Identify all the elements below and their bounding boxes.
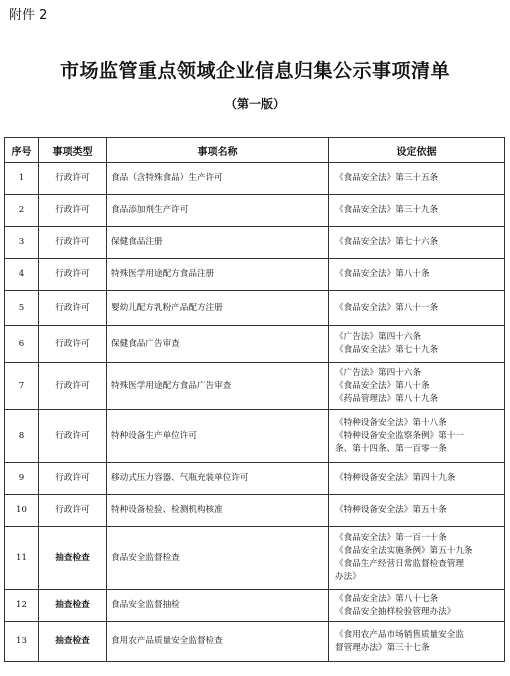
row-type: 行政许可 xyxy=(39,363,107,410)
row-number: 9 xyxy=(5,463,39,495)
row-type: 行政许可 xyxy=(39,463,107,495)
row-basis: 《食品安全法》第一百一十条 《食品安全法实施条例》第五十九条 《食品生产经营日常监督检查管理 办法》 xyxy=(329,527,505,590)
row-basis: 《食品安全法》第三十九条 xyxy=(329,195,505,227)
table-row xyxy=(5,259,505,291)
row-type: 行政许可 xyxy=(39,259,107,291)
row-name: 特种设备检验、检测机构核准 xyxy=(107,495,329,527)
row-name: 保健食品注册 xyxy=(107,227,329,259)
row-number: 3 xyxy=(5,227,39,259)
row-number: 10 xyxy=(5,495,39,527)
row-type: 行政许可 xyxy=(39,410,107,463)
table-row xyxy=(5,163,505,195)
table-row xyxy=(5,622,505,662)
table-row xyxy=(5,527,505,590)
row-basis: 《食用农产品市场销售质量安全监 督管理办法》第三十七条 xyxy=(329,622,505,662)
page-subtitle: （第一版） xyxy=(224,97,285,111)
row-basis: 《特种设备安全法》第五十条 xyxy=(329,495,505,527)
row-number: 1 xyxy=(5,163,39,195)
table-row xyxy=(5,227,505,259)
table-row xyxy=(5,291,505,326)
col-header-type: 事项类型 xyxy=(39,138,107,163)
table-row xyxy=(5,326,505,363)
row-basis: 《食品安全法》第七十六条 xyxy=(329,227,505,259)
row-number: 2 xyxy=(5,195,39,227)
row-name: 保健食品广告审查 xyxy=(107,326,329,363)
row-basis: 《广告法》第四十六条 《食品安全法》第七十九条 xyxy=(329,326,505,363)
row-name: 食品（含特殊食品）生产许可 xyxy=(107,163,329,195)
row-number: 5 xyxy=(5,291,39,326)
row-name: 食用农产品质量安全监督检查 xyxy=(107,622,329,662)
row-name: 食品添加剂生产许可 xyxy=(107,195,329,227)
table-row xyxy=(5,195,505,227)
row-number: 8 xyxy=(5,410,39,463)
table-row xyxy=(5,363,505,410)
row-type: 行政许可 xyxy=(39,227,107,259)
col-header-no: 序号 xyxy=(5,138,39,163)
table-row xyxy=(5,410,505,463)
row-name: 特殊医学用途配方食品注册 xyxy=(107,259,329,291)
row-basis: 《食品安全法》第八十一条 xyxy=(329,291,505,326)
row-name: 移动式压力容器、气瓶充装单位许可 xyxy=(107,463,329,495)
table-row xyxy=(5,495,505,527)
row-basis: 《食品安全法》第三十五条 xyxy=(329,163,505,195)
row-type: 抽查检查 xyxy=(39,622,107,662)
page-title: 市场监管重点领域企业信息归集公示事项清单 xyxy=(59,60,450,82)
row-type: 行政许可 xyxy=(39,195,107,227)
row-number: 4 xyxy=(5,259,39,291)
row-name: 特种设备生产单位许可 xyxy=(107,410,329,463)
row-name: 特殊医学用途配方食品广告审查 xyxy=(107,363,329,410)
row-basis: 《食品安全法》第八十七条 《食品安全抽样检验管理办法》 xyxy=(329,590,505,622)
row-basis: 《广告法》第四十六条 《食品安全法》第八十条 《药品管理法》第八十九条 xyxy=(329,363,505,410)
row-type: 行政许可 xyxy=(39,326,107,363)
table-header-row xyxy=(5,138,505,163)
row-type: 行政许可 xyxy=(39,163,107,195)
col-header-basis: 设定依据 xyxy=(329,138,505,163)
row-type: 行政许可 xyxy=(39,495,107,527)
row-type: 抽查检查 xyxy=(39,527,107,590)
table-row xyxy=(5,463,505,495)
row-name: 婴幼儿配方乳粉产品配方注册 xyxy=(107,291,329,326)
row-number: 12 xyxy=(5,590,39,622)
row-basis: 《特种设备安全法》第四十九条 xyxy=(329,463,505,495)
table-row xyxy=(5,590,505,622)
row-basis: 《食品安全法》第八十条 xyxy=(329,259,505,291)
row-type: 抽查检查 xyxy=(39,590,107,622)
items-table xyxy=(4,137,505,662)
row-number: 7 xyxy=(5,363,39,410)
col-header-name: 事项名称 xyxy=(107,138,329,163)
row-type: 行政许可 xyxy=(39,291,107,326)
row-number: 11 xyxy=(5,527,39,590)
row-number: 13 xyxy=(5,622,39,662)
row-number: 6 xyxy=(5,326,39,363)
row-basis: 《特种设备安全法》第十八条 《特种设备安全监察条例》第十一 条、第十四条、第一百零一条 xyxy=(329,410,505,463)
attachment-label: 附件 2 xyxy=(9,8,48,23)
row-name: 食品安全监督检查 xyxy=(107,527,329,590)
row-name: 食品安全监督抽检 xyxy=(107,590,329,622)
